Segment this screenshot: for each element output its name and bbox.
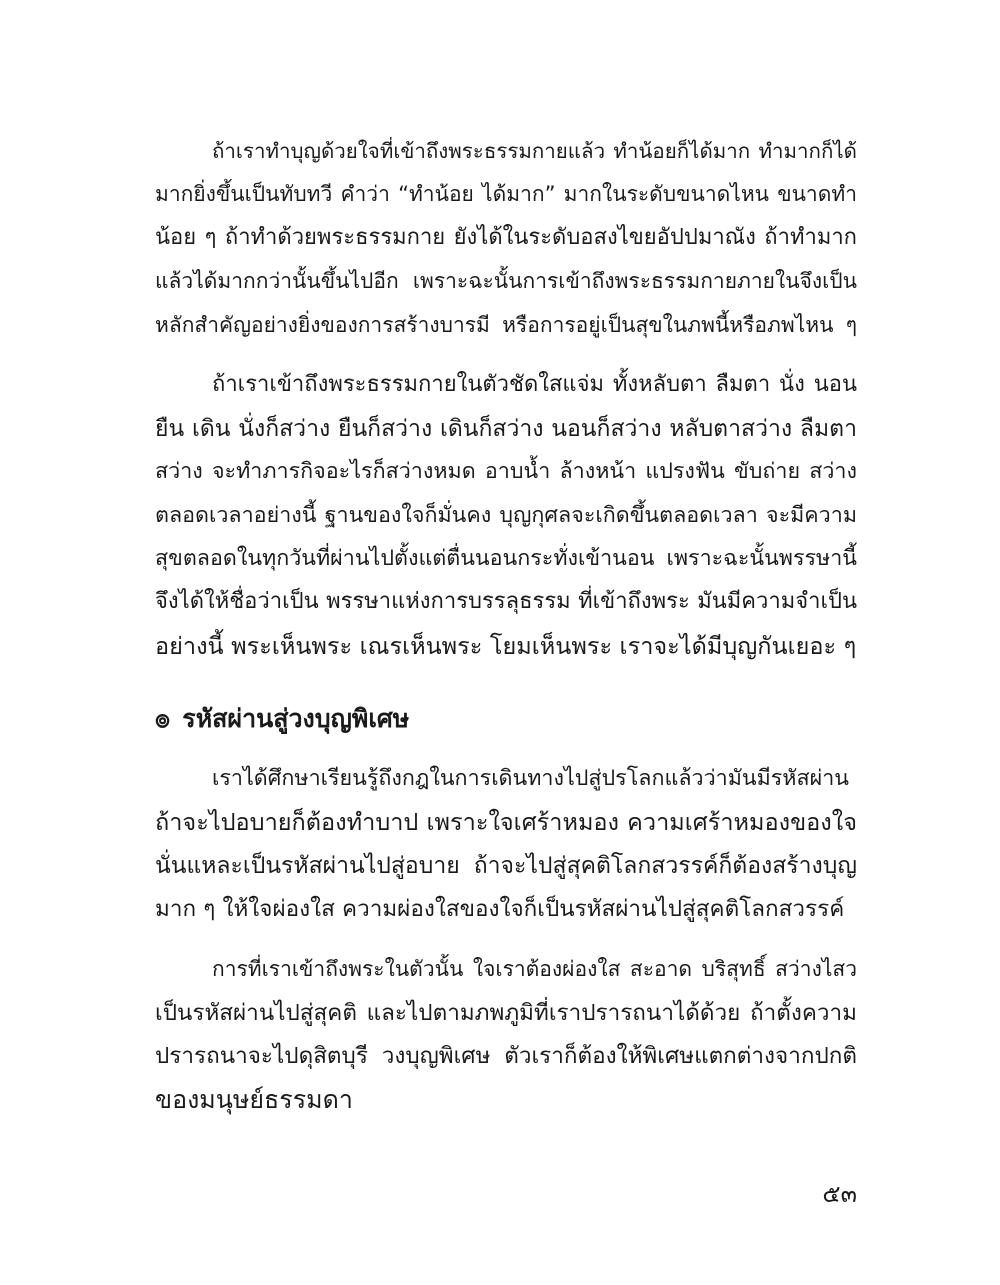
text-line: สุขตลอดในทุกวันที่ผ่านไปตั้งแต่ตื่นนอนกระทั่งเข้านอน เพราะฉะนั้นพรรษานี้ xyxy=(155,546,857,571)
text-line: การที่เราเข้าถึงพระในตัวนั้น ใจเราต้องผ่องใส สะอาด บริสุทธิ์ สว่างไสว xyxy=(212,957,857,981)
text-line: สว่าง จะทำภารกิจอะไรก็สว่างหมด อาบน้ำ ล้างหน้า แปรงฟัน ขับถ่าย สว่าง xyxy=(155,459,857,484)
text-line: มาก ๆ ให้ใจผ่องใส ความผ่องใสของใจก็เป็นรหัสผ่านไปสู่สุคติโลกสวรรค์ xyxy=(155,896,845,922)
fongman-mark-icon: ๏ xyxy=(155,704,171,733)
text-line: เราได้ศึกษาเรียนรู้ถึงกฎในการเดินทางไปสู่ปรโลกแล้วว่ามันมีรหัสผ่าน xyxy=(212,766,849,791)
text-line: จึงได้ให้ชื่อว่าเป็น พรรษาแห่งการบรรลุธรรม ที่เข้าถึงพระ มันมีความจำเป็น xyxy=(155,589,857,614)
text-line: เป็นรหัสผ่านไปสู่สุคติ และไปตามภพภูมิที่เราปรารถนาได้ด้วย ถ้าตั้งความ xyxy=(155,1000,857,1026)
text-line: มากยิ่งขึ้นเป็นทับทวี คำว่า “ทำน้อย ได้มาก” มากในระดับขนาดไหน ขนาดทำ xyxy=(155,182,857,206)
text-line: แล้วได้มากกว่านั้นขึ้นไปอีก เพราะฉะนั้นการเข้าถึงพระธรรมกายภายในจึงเป็น xyxy=(155,269,857,293)
text-line: ยืน เดิน นั่งก็สว่าง ยืนก็สว่าง เดินก็สว่าง นอนก็สว่าง หลับตาสว่าง ลืมตา xyxy=(155,416,857,442)
text-line: นั่นแหละเป็นรหัสผ่านไปสู่อบาย ถ้าจะไปสู่สุคติโลกสวรรค์ก็ต้องสร้างบุญ xyxy=(155,853,857,879)
text-line: ถ้าจะไปอบายก็ต้องทำบาป เพราะใจเศร้าหมอง ความเศร้าหมองของใจ xyxy=(155,808,857,836)
text-line: ของมนุษย์ธรรมดา xyxy=(155,1085,353,1114)
text-line: หลักสำคัญอย่างยิ่งของการสร้างบารมี หรือการอยู่เป็นสุขในภพนี้หรือภพไหน ๆ xyxy=(155,313,857,337)
text-line: ตลอดเวลาอย่างนี้ ฐานของใจก็มั่นคง บุญกุศลจะเกิดขึ้นตลอดเวลา จะมีความ xyxy=(155,503,857,528)
text-line: ถ้าเราเข้าถึงพระธรรมกายในตัวชัดใสแจ่ม ทั้งหลับตา ลืมตา นั่ง นอน xyxy=(212,372,857,397)
text-line: อย่างนี้ พระเห็นพระ เณรเห็นพระ โยมเห็นพระ เราจะได้มีบุญกันเยอะ ๆ xyxy=(155,632,857,660)
section-heading-text: รหัสผ่านสู่วงบุญพิเศษ xyxy=(182,704,410,733)
text-line: ปรารถนาจะไปดุสิตบุรี วงบุญพิเศษ ตัวเราก็ต้องให้พิเศษแตกต่างจากปกติ xyxy=(155,1043,857,1069)
section-heading xyxy=(155,697,409,741)
page-number: ๕๓ xyxy=(822,1180,857,1208)
text-line: ถ้าเราทำบุญด้วยใจที่เข้าถึงพระธรรมกายแล้ว ทำน้อยก็ได้มาก ทำมากก็ได้ xyxy=(212,139,857,163)
text-line: น้อย ๆ ถ้าทำด้วยพระธรรมกาย ยังได้ในระดับอสงไขยอัปปมาณัง ถ้าทำมาก xyxy=(155,225,857,250)
